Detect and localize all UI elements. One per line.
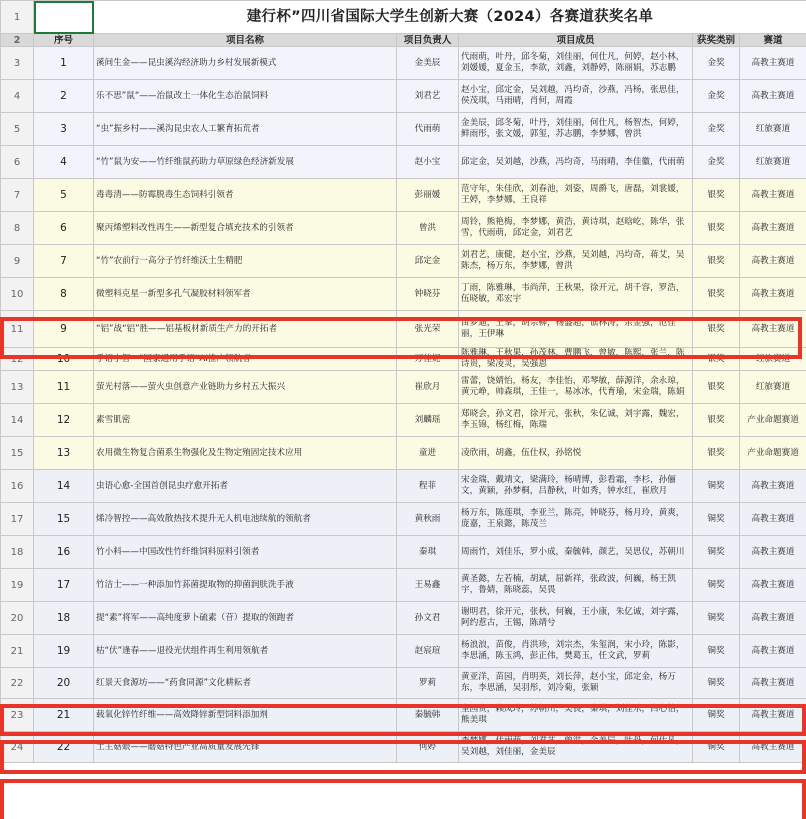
cell-members[interactable]: 金美辰，邱冬菊，叶丹，刘佳丽，何仕凡，杨智杰，何婷，鲜雨彤，张文媛，郭玺，苏志鹏，李梦娜，曾洪 (459, 113, 693, 146)
cell-members[interactable]: 刘君艺，康健，赵小宝，沙燕，吴刘越，冯均奇，蒋艾，吴陈杰，杨万东，李梦娜，曾洪 (459, 245, 693, 278)
cell-seq[interactable]: 1 (34, 47, 94, 80)
cell-members[interactable]: 黄亚洋，苗园，肖明英，刘长萍，赵小宝，邱定金，杨万东，李思涵，吴羽彤，刘冷菊，张颖 (459, 668, 693, 699)
table-row (1, 569, 806, 602)
cell-members[interactable]: 凌欣雨，胡鑫，伍仕权，孙铭悦 (459, 437, 693, 470)
table-row (1, 278, 806, 311)
cell-track[interactable]: 红旅赛道 (740, 348, 806, 371)
cell-track[interactable]: 红旅赛道 (740, 113, 806, 146)
highlight-box-row-24 (0, 779, 806, 819)
cell-award[interactable]: 银奖 (693, 404, 740, 437)
sheet-title[interactable]: 建行杯”四川省国际大学生创新大赛（2024）各赛道获奖名单 (94, 1, 806, 34)
cell-track[interactable]: 高教主赛道 (740, 179, 806, 212)
row-number[interactable]: 18 (1, 536, 34, 569)
cell-leader[interactable]: 孙文君 (397, 602, 459, 635)
cell-award[interactable]: 铜奖 (693, 470, 740, 503)
cell-leader[interactable]: 黄秋雨 (397, 503, 459, 536)
cell-project-name[interactable]: 素雪肌密 (94, 404, 397, 437)
cell-seq[interactable]: 3 (34, 113, 94, 146)
table-row (1, 668, 806, 699)
cell-members[interactable]: 郑晓会，孙文君，徐开元，张秋，朱亿诚，刘宇露，魏宏，李玉锦，杨红梅，陈瑞 (459, 404, 693, 437)
cell-project-name[interactable]: “竹”鼠为安——竹纤维鼠药助力草原绿色经济新发展 (94, 146, 397, 179)
cell-project-name[interactable]: 溪间生金——昆虫溪沟经济助力乡村发展新模式 (94, 47, 397, 80)
cell-leader[interactable]: 彭丽媛 (397, 179, 459, 212)
table-row (1, 179, 806, 212)
cell-track[interactable]: 高教主赛道 (740, 212, 806, 245)
row-number[interactable]: 15 (1, 437, 34, 470)
row-number[interactable]: 3 (1, 47, 34, 80)
table-row (1, 371, 806, 404)
cell-project-name[interactable]: “铝”战“铝”胜——铝基板材新质生产力的开拓者 (94, 311, 397, 348)
cell-leader[interactable]: 刘麟瑶 (397, 404, 459, 437)
row-number[interactable]: 16 (1, 470, 34, 503)
cell-award[interactable]: 铜奖 (693, 536, 740, 569)
cell-leader[interactable]: 曾洪 (397, 212, 459, 245)
cell-project-name[interactable]: 土主菇娘——蘑菇特色产业高质量发展先锋 (94, 732, 397, 763)
cell-members[interactable]: 黄圣懿，左若楠，胡斌，屈新祥，张政波，何巍，杨王凯宇，鲁婧，陈晓蕊，吴畏 (459, 569, 693, 602)
cell-members[interactable]: 邱定金，吴刘越，沙燕，冯均奇，马雨晴，李佳徽，代雨萌 (459, 146, 693, 179)
row-number[interactable]: 6 (1, 146, 34, 179)
cell-project-name[interactable]: 虫语心愈-全国首创昆虫疗愈开拓者 (94, 470, 397, 503)
cell-leader[interactable]: 何婷 (397, 732, 459, 763)
cell-seq[interactable]: 6 (34, 212, 94, 245)
cell-track[interactable]: 高教主赛道 (740, 668, 806, 699)
cell-leader[interactable]: 罗莉 (397, 668, 459, 699)
cell-award[interactable]: 银奖 (693, 311, 740, 348)
cell-award[interactable]: 银奖 (693, 278, 740, 311)
row-number[interactable]: 23 (1, 699, 34, 732)
cell-seq[interactable]: 8 (34, 278, 94, 311)
cell-track[interactable]: 产业命题赛道 (740, 437, 806, 470)
cell-seq[interactable]: 16 (34, 536, 94, 569)
cell-members[interactable]: 谢明君，徐开元，张秋，何巍，王小康，朱亿诚，刘宇露，阿约惹古，王锡，陈靖兮 (459, 602, 693, 635)
cell-leader[interactable]: 赵宸瑄 (397, 635, 459, 668)
cell-track[interactable]: 高教主赛道 (740, 732, 806, 763)
row-number[interactable]: 10 (1, 278, 34, 311)
cell-track[interactable]: 高教主赛道 (740, 47, 806, 80)
table-row (1, 113, 806, 146)
cell-award[interactable]: 铜奖 (693, 699, 740, 732)
cell-members[interactable]: 周雨竹，刘佳乐，罗小成，秦毓韩，颜艺，吴思仪，苏朝川 (459, 536, 693, 569)
header-members[interactable]: 项目成员 (459, 34, 693, 47)
cell-seq[interactable]: 14 (34, 470, 94, 503)
cell-award[interactable]: 银奖 (693, 245, 740, 278)
cell-project-name[interactable]: 微塑料克星一新型多孔气凝胶材料领军者 (94, 278, 397, 311)
row-number[interactable]: 8 (1, 212, 34, 245)
cell-project-name[interactable]: 手语小智一”国家通用手语“AI推广领航者 (94, 348, 397, 371)
cell-members[interactable]: 周铃，熊艳梅，李梦娜，黄浩，黄诗琪，赵晗屹，陈华，张雪，代雨萌，邱定金，刘君艺 (459, 212, 693, 245)
cell-project-name[interactable]: 竹洁士——一种添加竹荪菌提取物的抑菌润肤洗手液 (94, 569, 397, 602)
title-row (1, 1, 806, 34)
table-row (1, 602, 806, 635)
cell-award[interactable]: 铜奖 (693, 635, 740, 668)
row-number[interactable]: 20 (1, 602, 34, 635)
cell-members[interactable]: 赵小宝，邱定金，吴刘越，冯均奇，沙燕，冯杨，张思佳，侯茂琪，马雨晴，肖何，周霞 (459, 80, 693, 113)
cell-seq[interactable]: 2 (34, 80, 94, 113)
cell-track[interactable]: 高教主赛道 (740, 245, 806, 278)
cell-seq[interactable]: 18 (34, 602, 94, 635)
table-row (1, 404, 806, 437)
cell-track[interactable]: 高教主赛道 (740, 536, 806, 569)
table-row (1, 311, 806, 348)
row-number[interactable]: 5 (1, 113, 34, 146)
cell-leader[interactable]: 代雨萌 (397, 113, 459, 146)
table-row (1, 348, 806, 371)
table-row (1, 699, 806, 732)
table-row (1, 470, 806, 503)
cell-leader[interactable]: 秦毓韩 (397, 699, 459, 732)
row-number[interactable]: 17 (1, 503, 34, 536)
cell-project-name[interactable]: 红景天食源坊——“药食同源”文化耕耘者 (94, 668, 397, 699)
cell-members[interactable]: 丁雨，陈雅琳，韦尚萍，王秋果，徐开元，胡千容，罗浩，伍晓敏，邓宏宇 (459, 278, 693, 311)
cell-track[interactable]: 产业命题赛道 (740, 404, 806, 437)
header-row (1, 34, 806, 47)
table-row (1, 80, 806, 113)
cell-award[interactable]: 银奖 (693, 371, 740, 404)
cell-seq[interactable]: 21 (34, 699, 94, 732)
cell-project-name[interactable]: 农用微生物复合菌系生物强化及生物定殖固定技术应用 (94, 437, 397, 470)
cell-track[interactable]: 高教主赛道 (740, 80, 806, 113)
row-number[interactable]: 11 (1, 311, 34, 348)
cell-members[interactable]: 陈雅琳，王秋果，孙茂林，曹鹏飞，曾敏，陈熙，张兰，陈诗贵，梁凌灵，吴强恩 (459, 348, 693, 371)
cell-leader[interactable]: 刘君艺 (397, 80, 459, 113)
cell-leader[interactable]: 童进 (397, 437, 459, 470)
cell-seq[interactable]: 22 (34, 732, 94, 763)
header-award[interactable]: 获奖类别 (693, 34, 740, 47)
cell-members[interactable]: 雷蕾，饶婧怡，杨友，李佳怡，邓琴敏，薛源洋，余永琼，黄元峥，帅森琪，王佳一，易冰冰，代育瑜，宋金瑞，陈娟 (459, 371, 693, 404)
cell-seq[interactable]: 10 (34, 348, 94, 371)
cell-leader[interactable]: 赵小宝 (397, 146, 459, 179)
cell-project-name[interactable]: 提“素”将军——高纯度萝卜硫素（苷）提取的领跑者 (94, 602, 397, 635)
cell-seq[interactable]: 19 (34, 635, 94, 668)
header-track[interactable]: 赛道 (740, 34, 806, 47)
cell-award[interactable]: 铜奖 (693, 732, 740, 763)
cell-seq[interactable]: 15 (34, 503, 94, 536)
table-row (1, 245, 806, 278)
table-row (1, 146, 806, 179)
cell-leader[interactable]: 王易鑫 (397, 569, 459, 602)
cell-seq[interactable]: 9 (34, 311, 94, 348)
row-number[interactable]: 19 (1, 569, 34, 602)
cell-track[interactable]: 高教主赛道 (740, 569, 806, 602)
cell-members[interactable]: 杨万东，陈莲琪，李亚兰，陈亮，钟晓芬，杨月玲，黄爽，庞嘉，王泉懿，陈茂兰 (459, 503, 693, 536)
cell-track[interactable]: 高教主赛道 (740, 503, 806, 536)
header-project-name[interactable]: 项目名称 (94, 34, 397, 47)
cell-seq[interactable]: 12 (34, 404, 94, 437)
cell-members[interactable]: 范守年，朱佳欣，刘春池，刘姿，周爵飞，唐磊，刘裳媛，王婷，李梦娜，王良祥 (459, 179, 693, 212)
cell-seq[interactable]: 17 (34, 569, 94, 602)
selected-cell[interactable] (34, 1, 94, 34)
cell-award[interactable]: 银奖 (693, 179, 740, 212)
cell-project-name[interactable]: “虫”振乡村——溪沟昆虫农人工繁育拓荒者 (94, 113, 397, 146)
cell-project-name[interactable]: 枯“伏”逢春——退役光伏组件再生利用领航者 (94, 635, 397, 668)
cell-project-name[interactable]: 载氧化锌竹纤维——高效降锌新型饲料添加剂 (94, 699, 397, 732)
cell-seq[interactable]: 4 (34, 146, 94, 179)
cell-members[interactable]: 李梦娜，代雨萌，刘君艺，曾洪，金美辰，叶丹，何仕凡，吴刘越，刘佳丽，金美辰 (459, 732, 693, 763)
cell-award[interactable]: 铜奖 (693, 503, 740, 536)
row-number[interactable]: 21 (1, 635, 34, 668)
cell-award[interactable]: 银奖 (693, 437, 740, 470)
table-row (1, 47, 806, 80)
cell-project-name[interactable]: 毒毒清——防霉脱毒生态饲料引领者 (94, 179, 397, 212)
row-number[interactable]: 12 (1, 348, 34, 371)
cell-leader[interactable]: 程菲 (397, 470, 459, 503)
table-row (1, 635, 806, 668)
row-number[interactable]: 1 (1, 1, 34, 34)
cell-award[interactable]: 铜奖 (693, 602, 740, 635)
cell-project-name[interactable]: 烯冷智控——高效散热技术提升无人机电池续航的领航者 (94, 503, 397, 536)
cell-award[interactable]: 金奖 (693, 80, 740, 113)
cell-members[interactable]: 苗梦迪，王擎，胡宗柳，杨盛超，谯林涛，余金强，范佳丽，王伊琳 (459, 311, 693, 348)
cell-leader[interactable]: 金美辰 (397, 47, 459, 80)
table-row (1, 536, 806, 569)
cell-award[interactable]: 金奖 (693, 146, 740, 179)
cell-leader[interactable]: 邱定金 (397, 245, 459, 278)
cell-members[interactable]: 宋金瑞，戴靖文，梁满玲，杨晴博，彭看霜，李杉，孙俪文，黄颖，孙梦桐，吕静秋，叶如秀，钟水红，崔欣月 (459, 470, 693, 503)
table-row (1, 503, 806, 536)
cell-members[interactable]: 杨浪浪，苗俊，肖洪珍，刘宗杰，朱玺润，宋小玲，陈影，李思涵，陈玉鸿，彭正伟，樊葛玉，任文武，罗莉 (459, 635, 693, 668)
cell-award[interactable]: 金奖 (693, 47, 740, 80)
cell-project-name[interactable]: 竹小料——中国改性竹纤维饲料原料引领者 (94, 536, 397, 569)
cell-seq[interactable]: 13 (34, 437, 94, 470)
cell-track[interactable]: 高教主赛道 (740, 699, 806, 732)
cell-track[interactable]: 红旅赛道 (740, 371, 806, 404)
row-number[interactable]: 22 (1, 668, 34, 699)
cell-leader[interactable]: 万佳妮 (397, 348, 459, 371)
cell-award[interactable]: 银奖 (693, 348, 740, 371)
cell-track[interactable]: 高教主赛道 (740, 311, 806, 348)
cell-track[interactable]: 高教主赛道 (740, 635, 806, 668)
cell-track[interactable]: 高教主赛道 (740, 470, 806, 503)
row-number[interactable]: 7 (1, 179, 34, 212)
cell-seq[interactable]: 11 (34, 371, 94, 404)
row-number[interactable]: 9 (1, 245, 34, 278)
cell-leader[interactable]: 钟晓芬 (397, 278, 459, 311)
header-seq[interactable]: 序号 (34, 34, 94, 47)
table-row (1, 437, 806, 470)
cell-project-name[interactable]: 乐不思”鼠“——治鼠改土一体化生态治鼠饲料 (94, 80, 397, 113)
cell-seq[interactable]: 5 (34, 179, 94, 212)
cell-members[interactable]: 奎园贵，赖凤玲，苏朝川，吴畏，秦琪，刘佳乐，白心怡，熊美琪 (459, 699, 693, 732)
row-number[interactable]: 2 (1, 34, 34, 47)
row-number[interactable]: 4 (1, 80, 34, 113)
cell-leader[interactable]: 崔欣月 (397, 371, 459, 404)
cell-members[interactable]: 代雨萌，叶丹，邱冬菊，刘佳丽，何仕凡，何婷，赵小林，刘媛媛，夏金玉，李欲，刘鑫，刘静婷，陈丽娟，苏志鹏 (459, 47, 693, 80)
cell-track[interactable]: 高教主赛道 (740, 602, 806, 635)
row-number[interactable]: 13 (1, 371, 34, 404)
cell-seq[interactable]: 20 (34, 668, 94, 699)
row-number[interactable]: 14 (1, 404, 34, 437)
table-row (1, 212, 806, 245)
cell-award[interactable]: 银奖 (693, 212, 740, 245)
cell-leader[interactable]: 秦琪 (397, 536, 459, 569)
table-row (1, 732, 806, 763)
cell-track[interactable]: 高教主赛道 (740, 278, 806, 311)
cell-track[interactable]: 红旅赛道 (740, 146, 806, 179)
cell-leader[interactable]: 张光荣 (397, 311, 459, 348)
cell-project-name[interactable]: 萤光村落——萤火虫创意产业链助力乡村五大振兴 (94, 371, 397, 404)
cell-project-name[interactable]: “竹”农前行一高分子竹纤维沃土生精肥 (94, 245, 397, 278)
cell-award[interactable]: 铜奖 (693, 668, 740, 699)
cell-seq[interactable]: 7 (34, 245, 94, 278)
row-number[interactable]: 24 (1, 732, 34, 763)
cell-award[interactable]: 金奖 (693, 113, 740, 146)
header-leader[interactable]: 项目负责人 (397, 34, 459, 47)
cell-award[interactable]: 铜奖 (693, 569, 740, 602)
cell-project-name[interactable]: 聚丙烯塑料改性再生——新型复合填充技术的引领者 (94, 212, 397, 245)
